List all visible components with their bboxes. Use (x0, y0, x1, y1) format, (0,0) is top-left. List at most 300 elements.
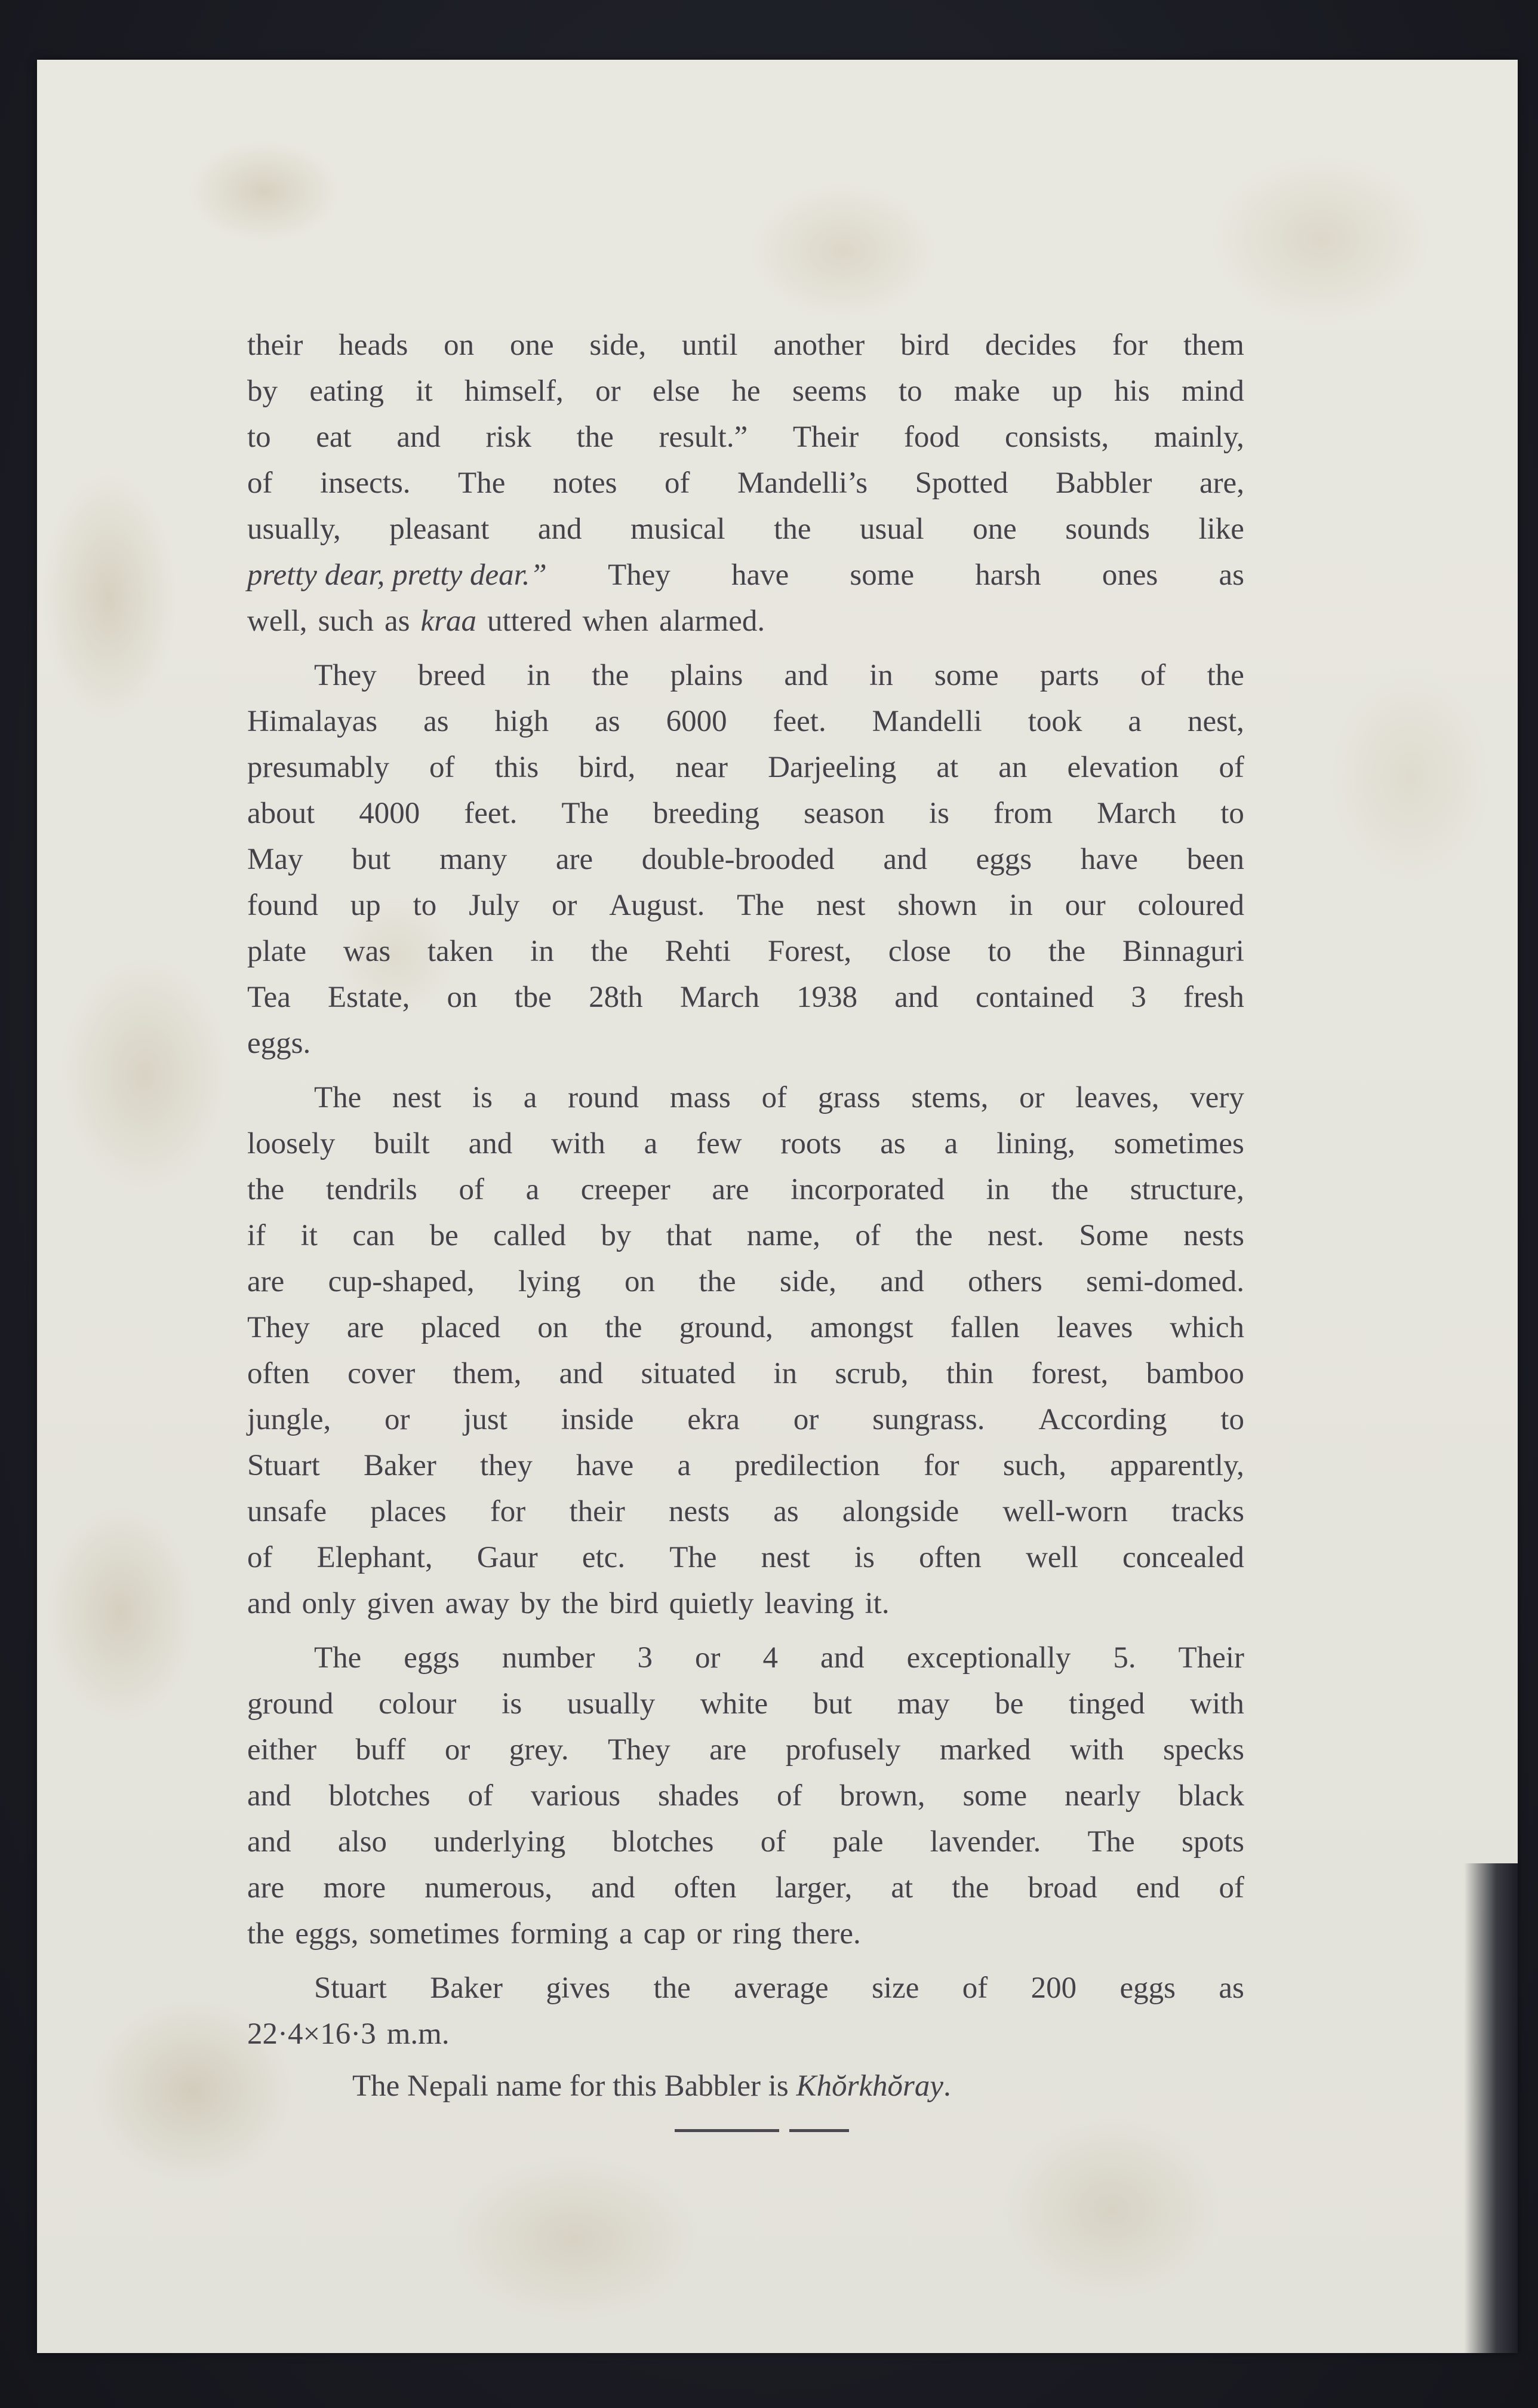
word: a (1128, 705, 1142, 738)
word: they (480, 1449, 533, 1482)
word: seems (792, 374, 867, 408)
word: the (952, 1871, 989, 1905)
word: but (813, 1687, 853, 1721)
word: are (555, 843, 593, 876)
word: consists, (1004, 420, 1109, 454)
text-line (247, 929, 1244, 975)
word: sungrass. (872, 1403, 985, 1436)
word: or (384, 1403, 410, 1436)
word: in (527, 659, 550, 692)
word: up (350, 889, 381, 922)
word: apparently, (1110, 1449, 1244, 1482)
word: roots (780, 1127, 842, 1160)
text-line (247, 837, 1244, 883)
word: is (929, 797, 950, 830)
word: for (490, 1495, 526, 1528)
word: Gaur (476, 1541, 538, 1574)
word: called (493, 1219, 566, 1252)
word: by (247, 374, 278, 408)
word: often (247, 1357, 310, 1390)
text-line (247, 1443, 1244, 1489)
word: have (1080, 843, 1139, 876)
word: Mandelli (872, 705, 982, 738)
paragraph (247, 653, 1244, 1067)
word: coloured (1137, 889, 1244, 922)
paragraph (247, 322, 1244, 644)
word: make (954, 374, 1020, 408)
word: of (665, 466, 690, 500)
word: etc. (582, 1541, 626, 1574)
word: often (673, 1871, 737, 1905)
word: mass (669, 1081, 731, 1114)
word: eating (309, 374, 384, 408)
word: is (472, 1081, 493, 1114)
word: and (883, 843, 927, 876)
word: can (352, 1219, 395, 1252)
word: pale (832, 1825, 884, 1859)
paragraph-gap (247, 644, 1244, 653)
word: of (1219, 751, 1244, 784)
text-line (247, 699, 1244, 745)
nepali-name-line (352, 2063, 1218, 2109)
word: unsafe (247, 1495, 327, 1528)
word: usually (567, 1687, 656, 1721)
word: one (509, 328, 554, 362)
text-line (247, 1075, 1244, 1121)
word: 28th (589, 981, 643, 1014)
word: blotches (612, 1825, 714, 1859)
word: are (247, 1265, 285, 1298)
word: or (695, 1641, 721, 1675)
word: or (696, 1917, 722, 1951)
word: in (773, 1357, 798, 1390)
word: by (520, 1587, 551, 1620)
word: it (300, 1219, 318, 1252)
word: 3 (1131, 981, 1146, 1014)
word: or (793, 1403, 819, 1436)
word: eat (316, 420, 352, 454)
word: structure, (1130, 1173, 1244, 1206)
word: of (247, 1541, 273, 1574)
word: ones (1102, 558, 1158, 592)
text-line (247, 414, 1244, 460)
word: be (995, 1687, 1024, 1721)
word: broad (1028, 1871, 1097, 1905)
word: Binnaguri (1122, 935, 1244, 968)
word: like (1198, 512, 1244, 546)
word: mainly, (1154, 420, 1244, 454)
word: it. (865, 1587, 890, 1620)
word: and (820, 1641, 865, 1675)
word: creeper (580, 1173, 670, 1206)
word: specks (1162, 1733, 1244, 1767)
word: inside (561, 1403, 634, 1436)
word: a (523, 1081, 537, 1114)
word: tracks (1171, 1495, 1244, 1528)
word: buff (355, 1733, 406, 1767)
word: near (675, 751, 728, 784)
word: bird (609, 1587, 659, 1620)
word: well-worn (1002, 1495, 1128, 1528)
word: very (1190, 1081, 1244, 1114)
word: leaves, (1075, 1081, 1159, 1114)
text-line (247, 506, 1244, 552)
word: fresh (1183, 981, 1244, 1014)
text-line (247, 460, 1244, 506)
body-text (247, 322, 1244, 2057)
word: tinged (1069, 1687, 1145, 1721)
torn-edge (1464, 1863, 1518, 2353)
word: Himalayas (247, 705, 378, 738)
word: the (653, 1971, 691, 2005)
word: a (677, 1449, 691, 1482)
word: 1938 (796, 981, 858, 1014)
word: of (1140, 659, 1166, 692)
word: one (973, 512, 1017, 546)
word: incorporated (790, 1173, 945, 1206)
word: found (247, 889, 318, 922)
word: on (537, 1311, 568, 1344)
word: nests (1183, 1219, 1244, 1252)
word: gives (546, 1971, 611, 2005)
text-line (247, 1865, 1244, 1911)
word: black (1178, 1779, 1244, 1813)
word: to (413, 889, 437, 922)
word: The (561, 797, 609, 830)
word: places (370, 1495, 447, 1528)
word: Baker (364, 1449, 436, 1482)
word: the (247, 1917, 285, 1951)
word: either (247, 1733, 317, 1767)
word: result.” (659, 420, 748, 454)
word: the (590, 935, 628, 968)
word: which (1170, 1311, 1244, 1344)
text-line (247, 653, 1244, 699)
word: some (934, 659, 999, 692)
word: as (595, 705, 620, 738)
word: kraa (420, 604, 477, 638)
word: bamboo (1146, 1357, 1244, 1390)
word: are (712, 1173, 749, 1206)
word: sometimes (369, 1917, 500, 1951)
word: high (494, 705, 549, 738)
word: breed (417, 659, 486, 692)
word: average (734, 1971, 829, 2005)
word: the (576, 420, 614, 454)
word: season (804, 797, 885, 830)
word: scrub, (835, 1357, 909, 1390)
word: well (1026, 1541, 1078, 1574)
word: eggs (976, 843, 1032, 876)
word: of (247, 466, 273, 500)
word: and (537, 512, 582, 546)
word: nest (392, 1081, 442, 1114)
text-line (247, 552, 1244, 598)
word: sounds (1065, 512, 1150, 546)
word: tbe (514, 981, 552, 1014)
word: larger, (775, 1871, 853, 1905)
text-line (247, 1167, 1244, 1213)
word: the (247, 1173, 285, 1206)
word: was (343, 935, 391, 968)
word: a (525, 1173, 540, 1206)
word: the (699, 1265, 736, 1298)
word: The (458, 466, 506, 500)
word: pretty dear, pretty dear.” (247, 558, 547, 592)
word: tendrils (325, 1173, 417, 1206)
word: loosely (247, 1127, 336, 1160)
word: quietly (669, 1587, 754, 1620)
word: 5. (1113, 1641, 1136, 1675)
word: placed (421, 1311, 501, 1344)
text-line (247, 368, 1244, 414)
word: it (416, 374, 433, 408)
word: have (731, 558, 789, 592)
word: decides (985, 328, 1076, 362)
word: eggs, (295, 1917, 359, 1951)
word: some (850, 558, 915, 592)
word: and (247, 1779, 291, 1813)
word: They (314, 659, 377, 692)
word: of (776, 1779, 802, 1813)
word: eggs. (247, 1027, 311, 1060)
word: Rehti (665, 935, 731, 968)
word: usual (859, 512, 924, 546)
text-line (247, 1819, 1244, 1865)
word: with (1190, 1687, 1244, 1721)
word: often (919, 1541, 982, 1574)
word: the (592, 659, 629, 692)
word: shown (897, 889, 977, 922)
word: March (1097, 797, 1177, 830)
word: when (582, 604, 649, 638)
word: to (988, 935, 1012, 968)
paragraph (247, 1075, 1244, 1627)
text-line (247, 1305, 1244, 1351)
word: nest (761, 1541, 810, 1574)
word: side, (779, 1265, 836, 1298)
word: heads (339, 328, 408, 362)
word: forest, (1031, 1357, 1109, 1390)
word: May (247, 843, 303, 876)
word: the (1051, 1173, 1089, 1206)
word: the (1207, 659, 1244, 692)
word: underlying (433, 1825, 566, 1859)
word: They (608, 558, 670, 592)
word: or (551, 889, 577, 922)
word: another (773, 328, 865, 362)
text-line (247, 1581, 1244, 1627)
word: amongst (810, 1311, 913, 1344)
word: blotches (328, 1779, 430, 1813)
word: as (423, 705, 449, 738)
word: them (1183, 328, 1244, 362)
word: Forest, (767, 935, 852, 968)
word: m.m. (386, 2017, 450, 2051)
word: away (445, 1587, 510, 1620)
paragraph-gap (247, 1067, 1244, 1075)
word: notes (552, 466, 617, 500)
word: August. (609, 889, 705, 922)
word: alongside (842, 1495, 959, 1528)
word: on (444, 328, 475, 362)
word: leaves (1056, 1311, 1133, 1344)
word: nests (669, 1495, 730, 1528)
word: They (247, 1311, 310, 1344)
word: given (367, 1587, 435, 1620)
word: ekra (687, 1403, 740, 1436)
word: his (1114, 374, 1150, 408)
text-line (247, 598, 1244, 644)
word: and (559, 1357, 604, 1390)
word: nest (816, 889, 866, 922)
word: just (463, 1403, 507, 1436)
nepali-name: Khŏrkhŏray (796, 2069, 944, 2103)
word: number (502, 1641, 595, 1675)
word: fallen (950, 1311, 1020, 1344)
word: bird, (579, 751, 636, 784)
word: side, (589, 328, 647, 362)
nepali-name-prefix: The Nepali name for this Babbler is (352, 2069, 789, 2103)
word: a (619, 1917, 633, 1951)
word: Their (1178, 1641, 1244, 1675)
word: insects. (319, 466, 411, 500)
word: name, (746, 1219, 820, 1252)
word: semi-domed. (1086, 1265, 1244, 1298)
word: some (962, 1779, 1028, 1813)
word: Stuart (247, 1449, 320, 1482)
word: as (773, 1495, 799, 1528)
word: in (530, 935, 554, 968)
word: white (700, 1687, 768, 1721)
end-rule-left (675, 2129, 779, 2132)
word: are (709, 1733, 747, 1767)
text-line (247, 1121, 1244, 1167)
text-line (247, 975, 1244, 1021)
word: such, (1002, 1449, 1067, 1482)
word: 3 (637, 1641, 653, 1675)
word: on (625, 1265, 656, 1298)
word: eggs (404, 1641, 460, 1675)
word: of (467, 1779, 493, 1813)
word: at (936, 751, 959, 784)
word: plate (247, 935, 307, 968)
word: ring (732, 1917, 782, 1951)
paragraph (247, 1965, 1244, 2057)
word: their (247, 328, 303, 362)
word: The (314, 1641, 362, 1675)
word: with (1069, 1733, 1124, 1767)
word: risk (485, 420, 532, 454)
word: 6000 (666, 705, 727, 738)
word: few (696, 1127, 742, 1160)
word: at (891, 1871, 913, 1905)
word: about (247, 797, 315, 830)
word: According (1038, 1403, 1167, 1436)
word: have (576, 1449, 634, 1482)
word: cover (347, 1357, 416, 1390)
word: eggs (1119, 1971, 1176, 2005)
text-line (247, 1489, 1244, 1535)
word: their (569, 1495, 625, 1528)
word: exceptionally (906, 1641, 1071, 1675)
word: The (737, 889, 785, 922)
word: Tea (247, 981, 291, 1014)
word: lavender. (930, 1825, 1041, 1859)
word: ground (247, 1687, 334, 1721)
word: of (459, 1173, 484, 1206)
word: and (468, 1127, 513, 1160)
word: been (1186, 843, 1244, 876)
word: predilection (734, 1449, 880, 1482)
word: else (652, 374, 700, 408)
word: a (944, 1127, 958, 1160)
word: jungle, (247, 1403, 331, 1436)
word: with (551, 1127, 605, 1160)
word: from (993, 797, 1053, 830)
word: of (761, 1081, 788, 1114)
word: and (591, 1871, 635, 1905)
text-line (247, 1727, 1244, 1773)
word: spots (1182, 1825, 1244, 1859)
word: is (854, 1541, 875, 1574)
text-line (247, 745, 1244, 791)
word: and (894, 981, 939, 1014)
word: to (1220, 797, 1244, 830)
word: harsh (975, 558, 1041, 592)
word: there. (792, 1917, 861, 1951)
text-line (247, 322, 1244, 368)
word: ground, (679, 1311, 773, 1344)
word: breeding (653, 797, 760, 830)
word: musical (630, 512, 725, 546)
word: are, (1199, 466, 1244, 500)
word: marked (939, 1733, 1031, 1767)
word: elevation (1067, 751, 1179, 784)
word: if (247, 1219, 266, 1252)
word: be (429, 1219, 459, 1252)
word: them, (453, 1357, 522, 1390)
word: Mandelli’s (737, 466, 868, 500)
word: March (679, 981, 759, 1014)
word: lining, (996, 1127, 1075, 1160)
word: in (869, 659, 893, 692)
word: by (601, 1219, 632, 1252)
word: 200 (1031, 1971, 1077, 2005)
word: Baker (430, 1971, 503, 2005)
word: the (915, 1219, 953, 1252)
word: double-brooded (641, 843, 835, 876)
word: situated (641, 1357, 736, 1390)
word: the (561, 1587, 599, 1620)
word: The (669, 1541, 717, 1574)
word: and (247, 1587, 291, 1620)
word: himself, (465, 374, 564, 408)
word: Their (792, 420, 859, 454)
text-line (247, 1397, 1244, 1443)
word: close (888, 935, 951, 968)
text-line (247, 791, 1244, 837)
word: Babbler (1055, 466, 1152, 500)
word: Spotted (915, 466, 1008, 500)
word: and (247, 1825, 291, 1859)
word: brown, (839, 1779, 925, 1813)
word: plains (670, 659, 743, 692)
text-line (247, 1911, 1244, 1957)
word: for (1112, 328, 1148, 362)
word: numerous, (425, 1871, 553, 1905)
paragraph (247, 1635, 1244, 1957)
